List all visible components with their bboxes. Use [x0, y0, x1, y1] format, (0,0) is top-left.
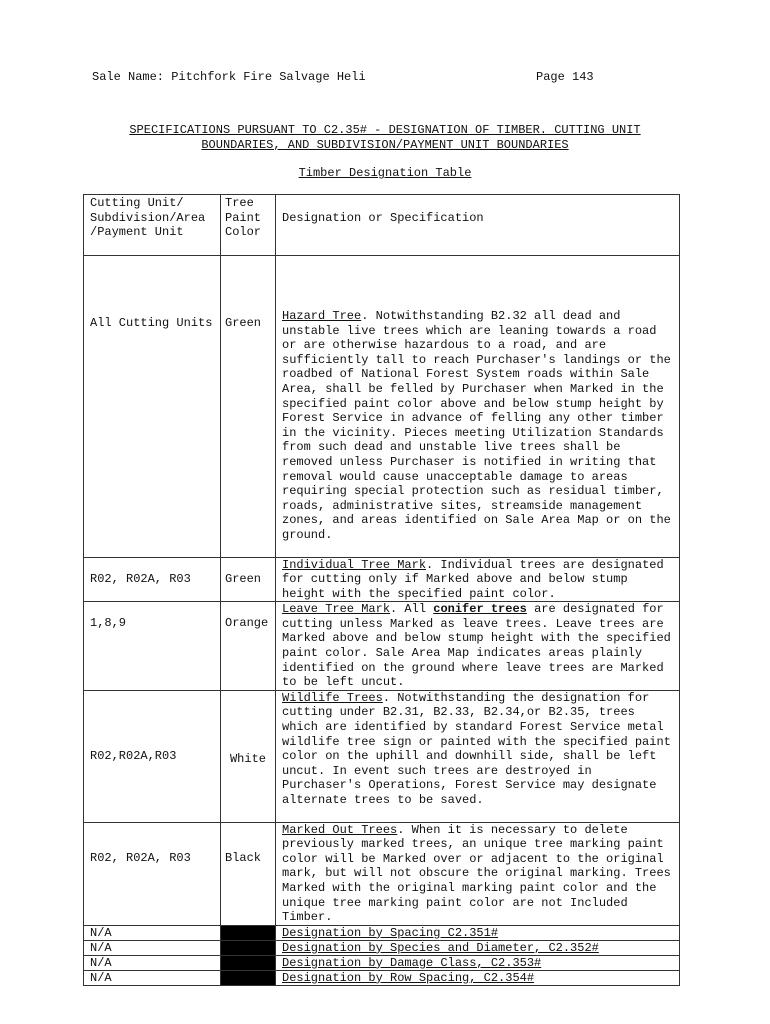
row-color-black	[221, 925, 276, 940]
row-color-black	[221, 955, 276, 970]
row-color: White	[221, 690, 276, 822]
row-spec: Hazard Tree. Notwithstanding B2.32 all dead and unstable live trees which are leaning towards a road or are otherwise hazardous to a road, and are sufficiently tall to reach Purchaser's landings or the roadbed of National Forest System roads within Sale Area, shall be felled by Purchaser when Marked in the specified paint color above and below stump height by Forest Service in advance of felling any other timber in the vicinity. Pieces meeting Utilization Standards from such dead and unstable live trees shall be removed unless Purchaser is notified in writing that removal would cause unacceptable damage to areas requiring special protection such as residual timber, roads, administrative sites, streamside management zones, and areas identified on Sale Area Map or on the ground.	[276, 256, 680, 558]
row-spec: Designation by Spacing C2.351#	[276, 925, 680, 940]
table-row	[84, 925, 680, 940]
header-cutting-unit: Cutting Unit/ Subdivision/Area /Payment Unit	[84, 195, 221, 256]
title-line-1: SPECIFICATIONS PURSUANT TO C2.35# - DESIGNATION OF TIMBER. CUTTING UNIT	[129, 123, 641, 137]
sale-name: Sale Name: Pitchfork Fire Salvage Heli	[92, 70, 366, 84]
table-row	[84, 940, 680, 955]
table-row	[84, 690, 680, 822]
document-title	[0, 123, 770, 152]
title-line-2: BOUNDARIES, AND SUBDIVISION/PAYMENT UNIT BOUNDARIES	[201, 137, 569, 152]
row-unit: N/A	[84, 940, 221, 955]
row-color: Orange	[221, 602, 276, 691]
row-unit: 1,8,9	[84, 602, 221, 691]
table-row	[84, 256, 680, 558]
row-spec: Marked Out Trees. When it is necessary to delete previously marked trees, an unique tree marking paint color will be Marked over or adjacent to the original mark, but will not obscure the original marking. Trees Marked with the original marking paint color and the unique tree marking paint color are not Included Timber.	[276, 822, 680, 925]
table-row	[84, 822, 680, 925]
row-unit: R02,R02A,R03	[84, 690, 221, 822]
header-paint-color: Tree Paint Color	[221, 195, 276, 256]
row-spec: Leave Tree Mark. All conifer trees are designated for cutting unless Marked as leave trees. Leave trees are Marked above and below stump height with the specified paint color. Sale Area Map indicates areas plainly identified on the ground where leave trees are Marked to be left uncut.	[276, 602, 680, 691]
row-spec: Wildlife Trees. Notwithstanding the designation for cutting under B2.31, B2.33, B2.34,or B2.35, trees which are identified by standard Forest Service metal wildlife tree sign or painted with the specified paint color on the uphill and downhill side, shall be left uncut. In event such trees are destroyed in Purchaser's Operations, Forest Service may designate alternate trees to be saved.	[276, 690, 680, 822]
row-color-black	[221, 970, 276, 985]
timber-designation-table	[83, 194, 680, 986]
table-row	[84, 955, 680, 970]
table-row	[84, 557, 680, 602]
row-unit: R02, R02A, R03	[84, 557, 221, 602]
row-unit: N/A	[84, 970, 221, 985]
row-spec: Designation by Row Spacing, C2.354#	[276, 970, 680, 985]
row-unit: R02, R02A, R03	[84, 822, 221, 925]
table-title: Timber Designation Table	[298, 166, 472, 180]
row-unit: N/A	[84, 955, 221, 970]
row-color-black	[221, 940, 276, 955]
row-unit: All Cutting Units	[84, 256, 221, 558]
table-row	[84, 970, 680, 985]
row-color: Green	[221, 557, 276, 602]
table-header-row	[84, 195, 680, 256]
row-spec: Individual Tree Mark. Individual trees are designated for cutting only if Marked above and below stump height with the specified paint color.	[276, 557, 680, 602]
row-unit: N/A	[84, 925, 221, 940]
header-designation: Designation or Specification	[276, 195, 680, 256]
row-color: Green	[221, 256, 276, 558]
row-spec: Designation by Damage Class, C2.353#	[276, 955, 680, 970]
table-row	[84, 602, 680, 691]
page-number: Page 143	[536, 70, 594, 84]
row-color: Black	[221, 822, 276, 925]
row-spec: Designation by Species and Diameter, C2.352#	[276, 940, 680, 955]
